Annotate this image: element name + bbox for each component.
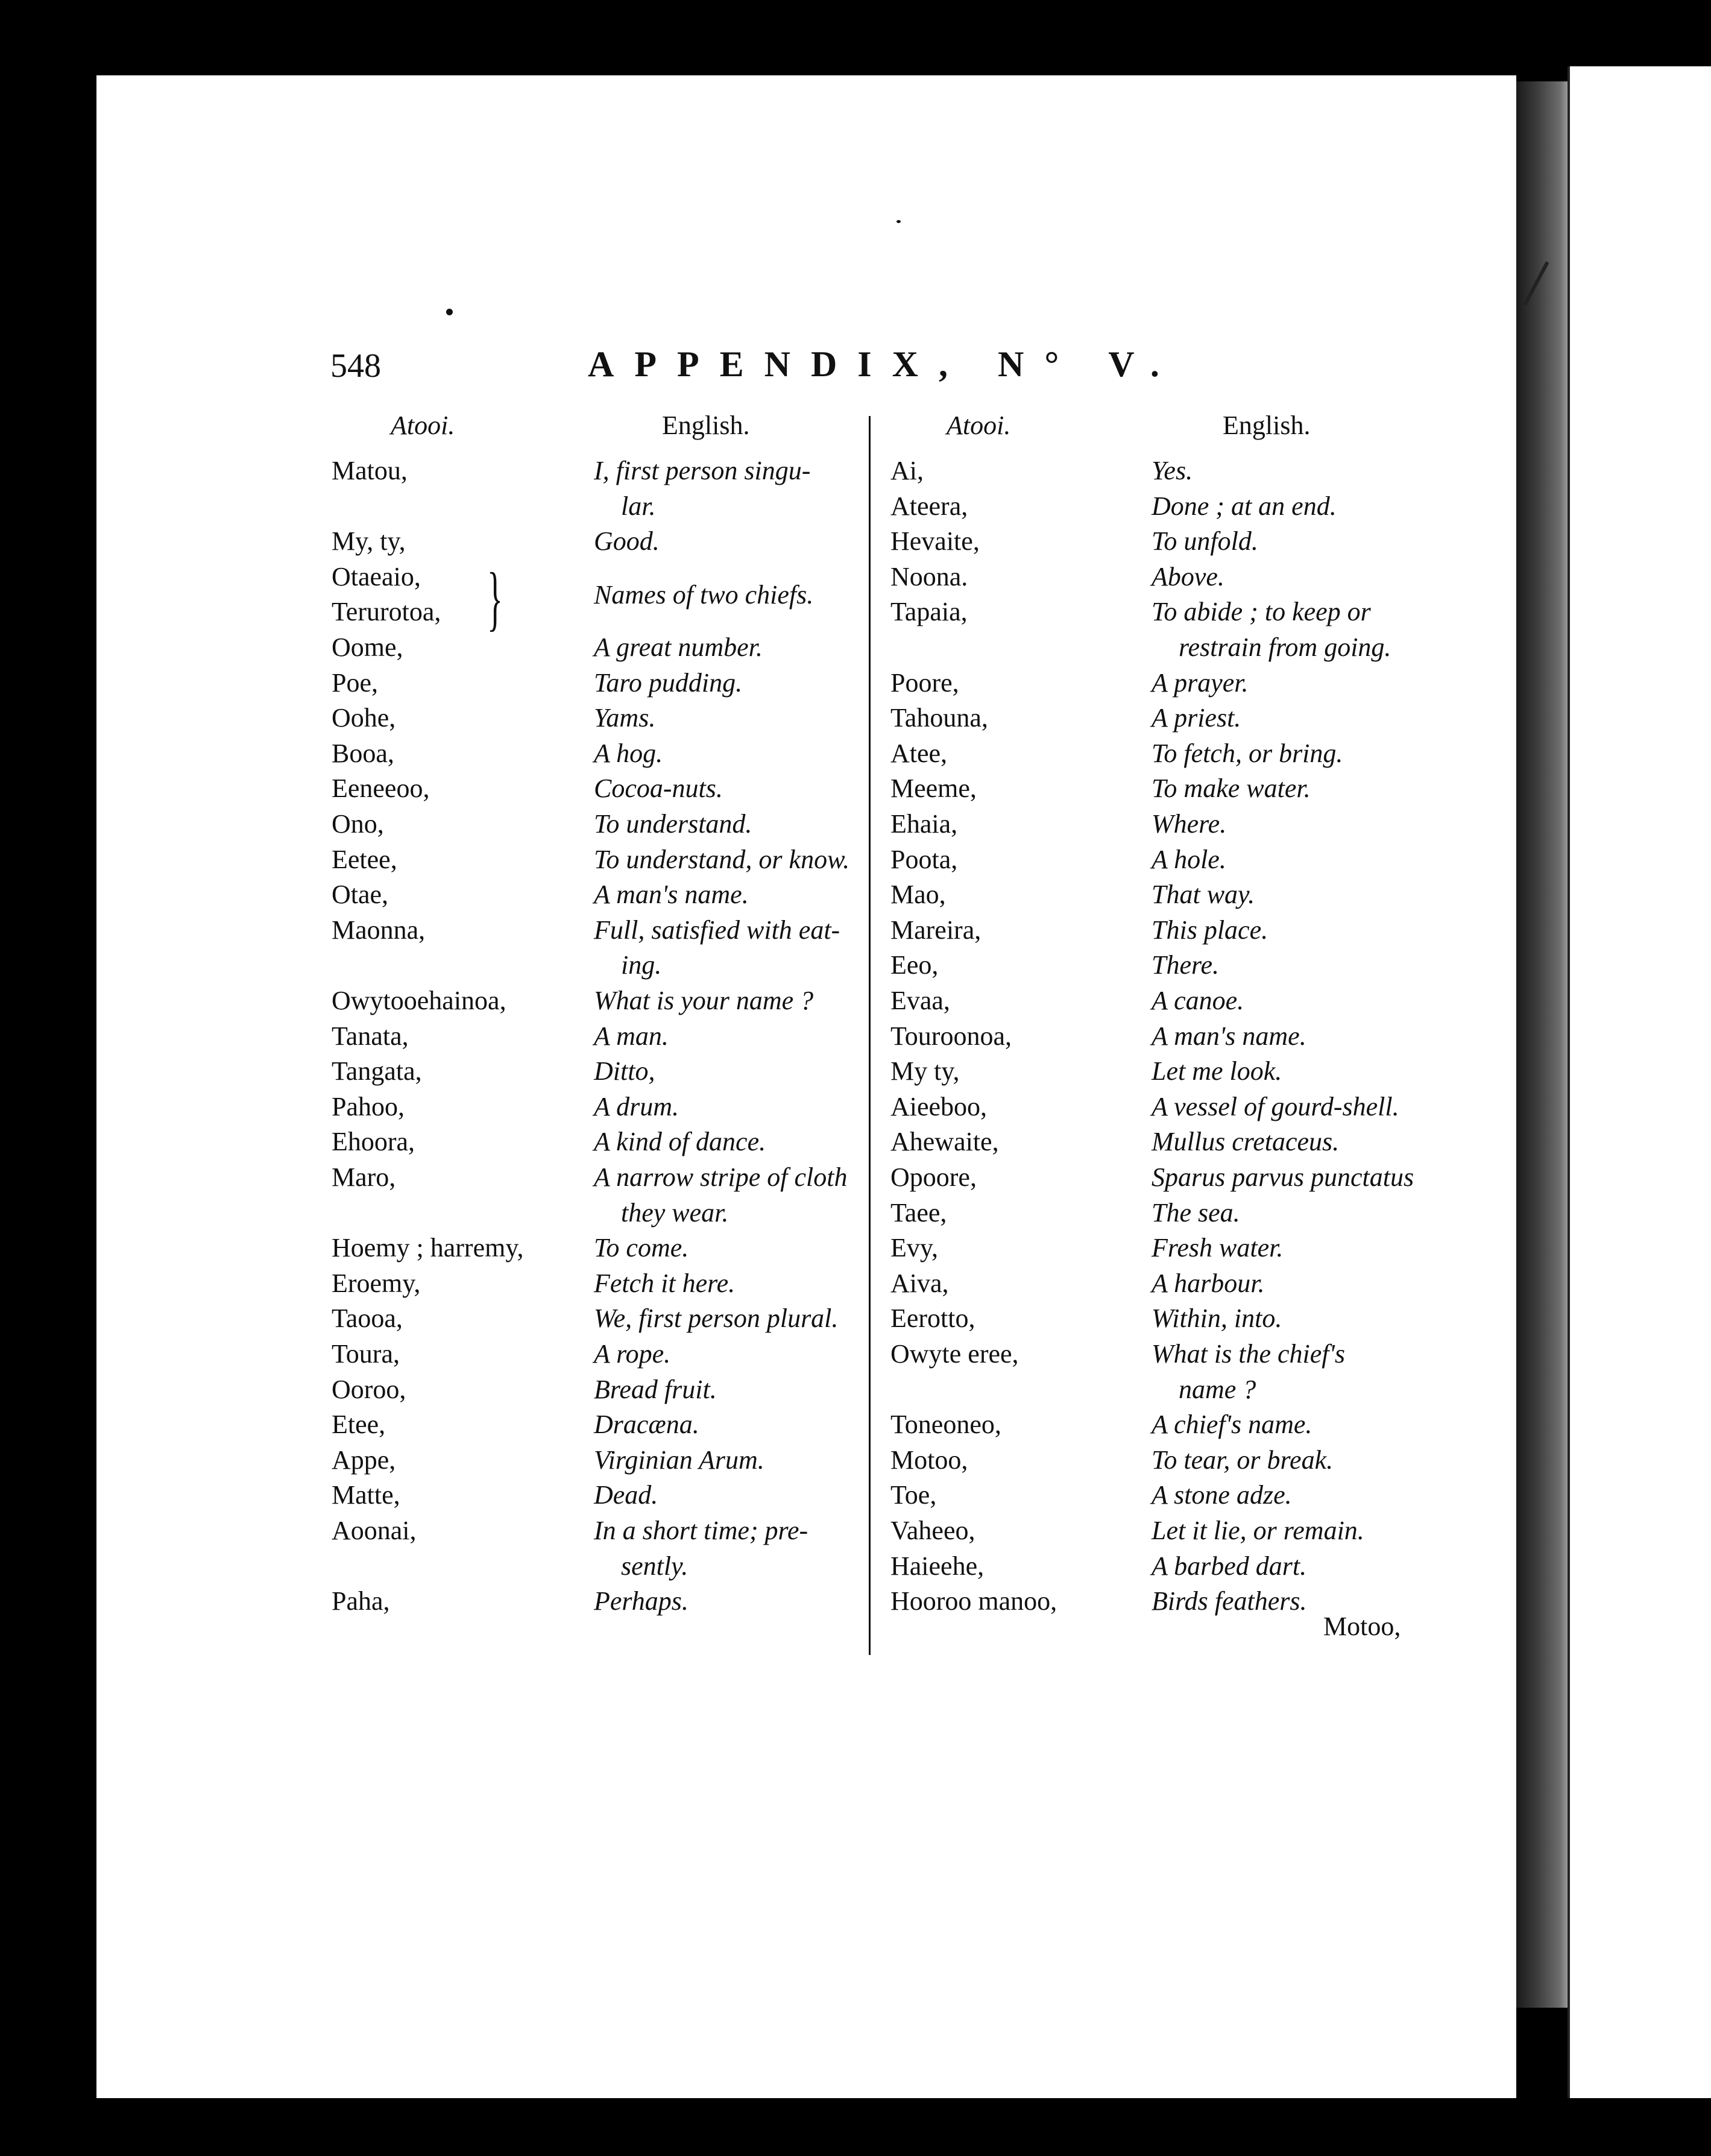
entry-meaning: Dead. — [594, 1480, 658, 1510]
right-native-heading: Atooi. — [947, 411, 1011, 440]
entry-word: Tanata, — [332, 1021, 409, 1051]
entry-word: Booa, — [332, 738, 394, 768]
entry-meaning: A harbour. — [1152, 1268, 1265, 1298]
entry-word: My ty, — [890, 1056, 960, 1086]
entry-word: Ahewaite, — [890, 1127, 999, 1157]
entry-meaning: To come. — [594, 1233, 689, 1263]
entry-meaning: Virginian Arum. — [594, 1445, 764, 1475]
entry-word: Meeme, — [890, 774, 977, 804]
catchword: Motoo, — [1323, 1612, 1401, 1641]
entry-meaning: Yams. — [594, 703, 656, 733]
entry-word: Eeo, — [890, 950, 939, 980]
entry-word: Aieeboo, — [890, 1091, 988, 1121]
entry-word: Atee, — [890, 738, 948, 768]
entry-meaning: Sparus parvus punctatus — [1152, 1162, 1414, 1192]
entry-meaning: A great number. — [594, 632, 763, 662]
entry-word: Terurotoa, — [332, 597, 441, 627]
entry-meaning: A man. — [594, 1021, 669, 1051]
entry-meaning: There. — [1152, 950, 1220, 980]
entry-meaning: Cocoa-nuts. — [594, 774, 723, 804]
entry-word: Ooroo, — [332, 1374, 406, 1404]
entry-word: Eerotto, — [890, 1303, 975, 1334]
entry-word: Taee, — [890, 1197, 947, 1228]
entry-word: Hooroo manoo, — [890, 1586, 1057, 1616]
entry-meaning: A barbed dart. — [1152, 1551, 1307, 1581]
entry-word: Touroonoa, — [890, 1021, 1012, 1051]
entry-meaning: Taro pudding. — [594, 667, 743, 698]
entry-word: Maro, — [332, 1162, 396, 1192]
entry-meaning: I, first person singu- — [594, 456, 811, 485]
ink-spot — [446, 309, 453, 315]
entry-meaning: Within, into. — [1152, 1303, 1282, 1334]
entry-word: Evaa, — [890, 986, 950, 1015]
entry-word: Tangata, — [332, 1056, 422, 1086]
entry-word: Vaheeo, — [890, 1516, 975, 1545]
entry-word: Taooa, — [332, 1303, 403, 1334]
left-native-heading: Atooi. — [391, 411, 455, 440]
entry-meaning: To tear, or break. — [1152, 1445, 1334, 1475]
entry-word: Etee, — [332, 1410, 386, 1440]
entry-meaning: A kind of dance. — [594, 1127, 766, 1157]
entry-meaning: To fetch, or bring. — [1152, 738, 1343, 768]
entry-meaning: Mullus cretaceus. — [1152, 1127, 1340, 1157]
entry-word: Toneoneo, — [890, 1410, 1001, 1440]
right-english-heading: English. — [1223, 411, 1311, 440]
brace-symbol: } — [487, 558, 503, 638]
entry-meaning: Fresh water. — [1152, 1233, 1284, 1263]
entry-word: Owytooehainoa, — [332, 986, 506, 1015]
entry-meaning-continuation: name ? — [1179, 1374, 1256, 1404]
entry-word: Opoore, — [890, 1162, 977, 1192]
entry-word: Aoonai, — [332, 1516, 417, 1545]
entry-word: Ai, — [890, 456, 924, 485]
entry-meaning: To understand. — [594, 809, 752, 839]
entry-word: Hevaite, — [890, 526, 980, 556]
entry-word: Poe, — [332, 667, 378, 698]
entry-word: Eroemy, — [332, 1268, 421, 1298]
entry-word: Haieehe, — [890, 1551, 985, 1581]
entry-word: Mareira, — [890, 915, 982, 945]
entry-meaning: Ditto, — [594, 1056, 655, 1086]
entry-word: My, ty, — [332, 526, 406, 556]
entry-meaning: A vessel of gourd-shell. — [1152, 1091, 1399, 1121]
entry-meaning: Fetch it here. — [594, 1268, 736, 1298]
entry-meaning: A man's name. — [1152, 1021, 1306, 1051]
entry-word: Otaeaio, — [332, 561, 421, 591]
book-spine-shadow — [1516, 81, 1568, 2008]
entry-meaning: A prayer. — [1152, 667, 1249, 698]
entry-meaning: Bread fruit. — [594, 1374, 717, 1404]
entry-word: Appe, — [332, 1445, 396, 1475]
entry-word: Matou, — [332, 456, 408, 485]
entry-meaning: Perhaps. — [594, 1586, 688, 1616]
entry-word: Aiva, — [890, 1268, 949, 1298]
entry-word: Eeneeoo, — [332, 774, 430, 804]
left-english-heading: English. — [662, 411, 750, 440]
entry-word: Ehoora, — [332, 1127, 415, 1157]
entry-meaning: Let me look. — [1152, 1056, 1282, 1086]
entry-word: Owyte eree, — [890, 1339, 1019, 1369]
entry-meaning-continuation: sently. — [621, 1551, 688, 1581]
running-head: APPENDIX, N° V. — [588, 344, 1180, 384]
entry-meaning: A chief's name. — [1152, 1410, 1312, 1440]
entry-meaning: A canoe. — [1152, 986, 1244, 1015]
entry-meaning: What is the chief's — [1152, 1339, 1346, 1369]
entry-word: Motoo, — [890, 1445, 968, 1475]
entry-meaning: To understand, or know. — [594, 844, 850, 874]
entry-meaning: To unfold. — [1152, 526, 1258, 556]
entry-word: Toura, — [332, 1339, 400, 1369]
entry-meaning: A drum. — [594, 1091, 679, 1121]
entry-meaning: Above. — [1152, 561, 1224, 591]
entry-meaning-continuation: lar. — [621, 491, 656, 521]
ink-spot — [896, 220, 901, 223]
entry-meaning-continuation: they wear. — [621, 1197, 729, 1228]
entry-word: Toe, — [890, 1480, 937, 1510]
entry-word: Pahoo, — [332, 1091, 405, 1121]
entry-word: Ono, — [332, 809, 384, 839]
entry-meaning: A priest. — [1152, 703, 1241, 733]
entry-word: Hoemy ; harremy, — [332, 1233, 524, 1263]
entry-meaning: In a short time; pre- — [594, 1516, 808, 1545]
entry-meaning: Done ; at an end. — [1152, 491, 1337, 521]
entry-word: Matte, — [332, 1480, 400, 1510]
entry-meaning-continuation: ing. — [621, 950, 662, 980]
entry-word: Ehaia, — [890, 809, 958, 839]
entry-word: Maonna, — [332, 915, 426, 945]
entry-word: Tahouna, — [890, 703, 988, 733]
entry-word: Oome, — [332, 632, 403, 662]
entry-word: Poota, — [890, 844, 958, 874]
entry-word: Mao, — [890, 880, 946, 910]
entry-word: Eetee, — [332, 844, 397, 874]
entry-meaning: Good. — [594, 526, 660, 556]
entry-meaning: A stone adze. — [1152, 1480, 1292, 1510]
entry-meaning-continuation: restrain from going. — [1179, 632, 1391, 662]
entry-meaning: Full, satisfied with eat- — [594, 915, 840, 945]
entry-word: Paha, — [332, 1586, 390, 1616]
entry-meaning: The sea. — [1152, 1197, 1240, 1228]
entry-meaning: Where. — [1152, 809, 1227, 839]
facing-page-edge — [1568, 66, 1711, 2098]
entry-meaning: A hog. — [594, 738, 663, 768]
entry-meaning: Dracæna. — [594, 1410, 699, 1440]
entry-word: Oohe, — [332, 703, 396, 733]
page-number: 548 — [330, 347, 381, 385]
entry-word: Otae, — [332, 880, 389, 910]
column-divider — [869, 416, 871, 1655]
entry-meaning: To make water. — [1152, 774, 1311, 804]
entry-meaning: What is your name ? — [594, 986, 814, 1015]
entry-meaning: This place. — [1152, 915, 1268, 945]
entry-word: Evy, — [890, 1233, 939, 1263]
entry-meaning: A narrow stripe of cloth — [594, 1162, 848, 1192]
entry-meaning: A rope. — [594, 1339, 671, 1369]
entry-meaning: Birds feathers. — [1152, 1586, 1307, 1616]
entry-meaning: We, first person plural. — [594, 1303, 839, 1334]
entry-meaning: Let it lie, or remain. — [1152, 1516, 1364, 1545]
entry-meaning: Yes. — [1152, 456, 1193, 485]
entry-meaning: That way. — [1152, 880, 1255, 910]
entry-word: Poore, — [890, 667, 959, 698]
entry-meaning: A hole. — [1152, 844, 1226, 874]
entry-word: Noona. — [890, 561, 968, 591]
entry-word: Ateera, — [890, 491, 968, 521]
entry-word: Tapaia, — [890, 597, 968, 627]
entry-meaning: To abide ; to keep or — [1152, 597, 1371, 627]
entry-meaning: A man's name. — [594, 880, 749, 910]
chiefs-meaning: Names of two chiefs. — [594, 580, 814, 610]
